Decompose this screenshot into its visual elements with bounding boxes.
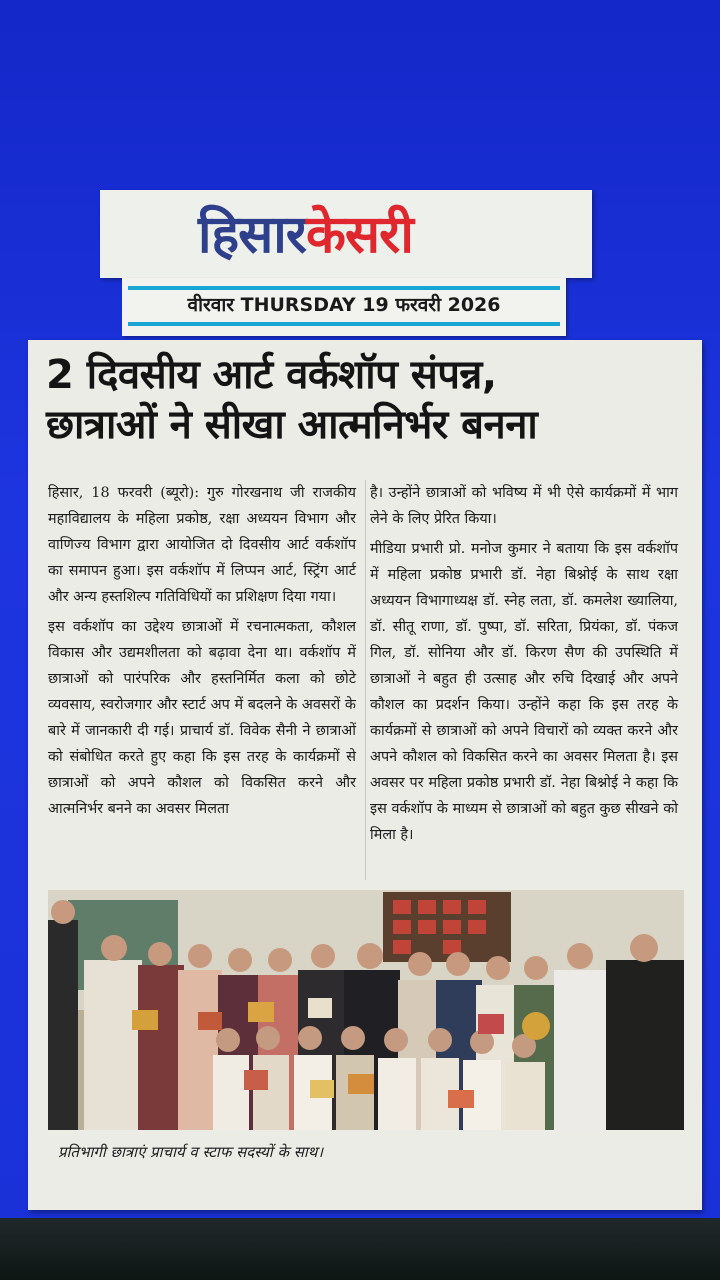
masthead-kesari: केसरी <box>305 205 413 265</box>
article-column-left <box>48 480 356 826</box>
date-rule-bottom <box>128 322 560 326</box>
masthead-hisar: हिसार <box>198 205 306 265</box>
column-divider <box>365 480 366 880</box>
article-column-right <box>370 480 678 852</box>
table-surface <box>0 1218 720 1280</box>
date-clipping <box>122 278 566 336</box>
newspaper-masthead <box>198 203 413 267</box>
left-paragraph-2: इस वर्कशॉप का उद्देश्य छात्राओं में रचनात्मकता, कौशल विकास और उद्यमशीलता को बढ़ावा देना था। वर्कशॉप में छात्राओं को पारंपरिक और हस्तनिर्मित कला को छोटे व्यवसाय, स्वरोजगार और स्टार्ट अप में बदलने के अवसरों के बारे में जानकारी दी गई। प्राचार्य डॉ. विवेक सैनी ने छात्राओं को संबोधित करते हुए कहा कि इस तरह के कार्यक्रमों से छात्राओं को अपने कौशल को विकसित करने और आत्मनिर्भर बनने का अवसर मिलता <box>48 619 356 817</box>
group-photo-illustration <box>48 890 684 1130</box>
dateline: वीरवार THURSDAY 19 फरवरी 2026 <box>187 294 501 316</box>
headline-line-1: 2 दिवसीय आर्ट वर्कशॉप संपन्न, <box>46 352 497 398</box>
photo-caption: प्रतिभागी छात्राएं प्राचार्य व स्टाफ सदस्यों के साथ। <box>58 1143 324 1161</box>
headline-line-2: छात्राओं ने सीखा आत्मनिर्भर बनना <box>46 402 538 448</box>
left-paragraph-1: हिसार, 18 फरवरी (ब्यूरो): गुरु गोरखनाथ जी राजकीय महाविद्यालय के महिला प्रकोष्ठ, रक्षा अध्ययन विभाग और वाणिज्य विभाग द्वारा आयोजित दो दिवसीय आर्ट वर्कशॉप का समापन हुआ। इस वर्कशॉप में लिप्पन आर्ट, स्ट्रिंग आर्ट और अन्य हस्तशिल्प गतिविधियों का प्रशिक्षण दिया गया। <box>48 485 356 605</box>
headline <box>46 350 696 450</box>
article-clipping <box>28 340 702 1210</box>
right-paragraph-2: मीडिया प्रभारी प्रो. मनोज कुमार ने बताया कि इस वर्कशॉप में महिला प्रकोष्ठ प्रभारी डॉ. नेहा बिश्नोई के साथ रक्षा अध्ययन विभागाध्यक्ष डॉ. स्नेह लता, डॉ. कमलेश ख्यालिया, डॉ. सीतू राणा, डॉ. पुष्पा, डॉ. सरिता, प्रियंका, डॉ. पंकज गिल, डॉ. सोनिया और डॉ. किरण सैण की उपस्थिति में छात्राओं ने बहुत ही उत्साह और रुचि दिखाई और अपने कौशल का प्रदर्शन किया। उन्होंने कहा कि इस तरह के कार्यक्रमों से छात्राओं को अपने विचारों को व्यक्त करने और अपने कौशल को विकसित करने का अवसर मिलता है। इस अवसर पर महिला प्रकोष्ठ प्रभारी डॉ. नेहा बिश्नोई ने कहा कि इस वर्कशॉप के माध्यम से छात्राओं को बहुत कुछ सीखने को मिला है। <box>370 541 678 843</box>
group-photo <box>48 890 684 1130</box>
right-paragraph-1: है। उन्होंने छात्राओं को भविष्य में भी ऐसे कार्यक्रमों में भाग लेने के लिए प्रेरित किया। <box>370 485 678 527</box>
